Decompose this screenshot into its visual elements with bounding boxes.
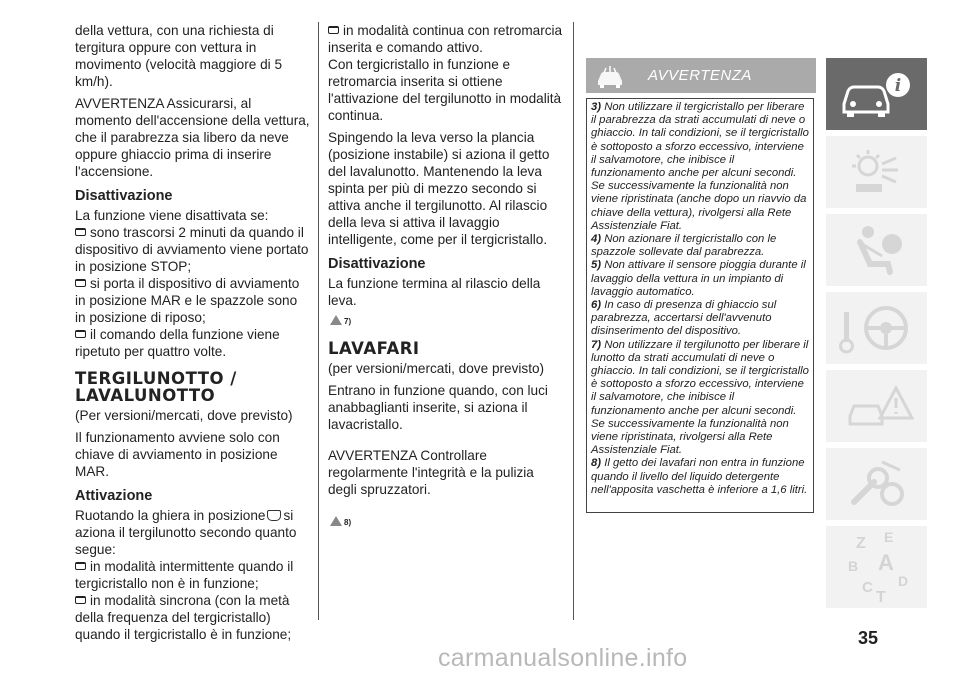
warning-triangle-icon xyxy=(330,516,342,526)
bullet-icon xyxy=(75,228,86,236)
heading-lavafari: LAVAFARI xyxy=(328,339,420,358)
warning-item-text: Non utilizzare il tergicristallo per liberare il parabrezza da strati accumulati di neve o ghiaccio. In tali condizioni, se il tergicristallo è sottoposto a sforzo eccessivo, interviene il salvamotore, che inibisce il funzionamento anche per alcuni secondi. Se successivamente la funzionalità non viene ripristinata (anche dopo un riavvio da chiave della vettura), rivolgersi alla Rete Assistenziale Fiat. xyxy=(591,101,809,232)
warning-item xyxy=(591,339,809,458)
warning-car-icon xyxy=(826,370,927,442)
warning-item-text: Non attivare il sensore pioggia durante il lavaggio della vettura in un impianto di lavaggio automatico. xyxy=(591,259,806,298)
heading-attivazione: Attivazione xyxy=(75,488,153,504)
airbag-seat-icon xyxy=(826,214,927,286)
bullet-text: in modalità continua con retromarcia inserita e comando attivo. xyxy=(328,23,563,55)
warning-item-text: In caso di presenza di ghiaccio sul parabrezza, accertarsi dell'avvenuto disinserimento del dispositivo. xyxy=(591,299,777,338)
index-letter: B xyxy=(848,558,859,574)
warning-box xyxy=(586,58,816,513)
bullet-icon xyxy=(328,26,339,34)
warning-item-number: 4) xyxy=(591,233,602,246)
bullet-text: il comando della funzione viene ripetuto per quattro volte. xyxy=(75,327,280,359)
steering-key-icon xyxy=(826,292,927,364)
warning-item xyxy=(591,259,809,299)
tab-index[interactable] xyxy=(826,526,927,608)
warning-title: AVVERTENZA xyxy=(648,67,752,84)
bullet-text: in modalità intermittente quando il tergicristallo non è in funzione; xyxy=(75,559,294,591)
car-info-icon xyxy=(826,58,927,130)
warning-item-number: 6) xyxy=(591,299,602,312)
warning-item xyxy=(591,101,809,233)
paragraph: AVVERTENZA Controllare regolarmente l'integrità e la pulizia degli spruzzatori. xyxy=(328,448,534,497)
warning-reference xyxy=(330,512,564,531)
paragraph: (Per versioni/mercati, dove previsto) xyxy=(75,408,293,423)
tab-airbag-seat[interactable] xyxy=(826,214,927,286)
tab-steering-key[interactable] xyxy=(826,292,927,364)
paragraph: Il funzionamento avviene solo con chiave di avviamento in posizione MAR. xyxy=(75,430,280,479)
bullet-item xyxy=(75,275,310,326)
index-letter: T xyxy=(876,589,886,606)
warning-item xyxy=(591,457,809,497)
bullet-icon xyxy=(75,279,86,287)
index-letter: C xyxy=(862,579,873,596)
reference-number: 8) xyxy=(344,518,352,527)
bullet-icon xyxy=(75,330,86,338)
warning-item-number: 8) xyxy=(591,457,602,470)
watermark-link[interactable]: carmanualsonline.info xyxy=(438,644,688,672)
column-middle xyxy=(328,22,564,531)
paragraph: AVVERTENZA Assicurarsi, al momento dell'accensione della vettura, che il parabrezza sia libero da neve oppure ghiaccio prima di inserire l'accensione. xyxy=(75,96,310,179)
warning-triangle-icon xyxy=(330,315,342,325)
tab-dashboard-lights[interactable] xyxy=(826,136,927,208)
reference-number: 7) xyxy=(344,317,352,326)
paragraph: La funzione termina al rilascio della leva. xyxy=(328,276,541,308)
warning-item-text: Non utilizzare il tergilunotto per liberare il lunotto da strati accumulati di neve o ghiaccio. In tali condizioni, se il tergicristallo è sottoposto a sforzo eccessivo, interviene il salvamotore, che inibisce il funzionamento anche per alcuni secondi. Se successivamente la funzionalità non viene ripristinata, rivolgersi alla Rete Assistenziale Fiat. xyxy=(591,338,809,457)
index-letter: D xyxy=(898,573,909,589)
warning-item xyxy=(591,299,809,339)
bullet-item xyxy=(75,558,310,592)
svg-text:i: i xyxy=(894,76,902,96)
index-letter: Z xyxy=(856,535,866,552)
paragraph: della vettura, con una richiesta di tergitura oppure con vettura in movimento (velocità maggiore di 5 km/h). xyxy=(75,23,283,89)
warning-item xyxy=(591,233,809,259)
bullet-item xyxy=(75,326,310,360)
tab-warning-car[interactable] xyxy=(826,370,927,442)
rear-wiper-control-icon xyxy=(267,510,281,521)
service-wrench-icon xyxy=(826,448,927,520)
tab-service-wrench[interactable] xyxy=(826,448,927,520)
bullet-text: sono trascorsi 2 minuti da quando il dispositivo di avviamento viene portato in posizione STOP; xyxy=(75,225,309,274)
paragraph-text: Ruotando la ghiera in posizione xyxy=(75,508,266,523)
tab-car-info[interactable] xyxy=(826,58,927,130)
warning-header xyxy=(586,58,816,93)
index-letter: A xyxy=(878,550,894,575)
warning-item-text: Il getto dei lavafari non entra in funzione quando il livello del liquido detergente nell'apposita vaschetta è inferiore a 1,6 litri. xyxy=(591,457,808,496)
warning-item-number: 3) xyxy=(591,101,602,113)
paragraph: Entrano in funzione quando, con luci anabbaglianti inserite, si aziona il lavacristallo. xyxy=(328,383,548,432)
column-left xyxy=(75,22,310,643)
paragraph: (per versioni/mercati, dove previsto) xyxy=(328,361,545,376)
heading-disattivazione: Disattivazione xyxy=(328,256,426,272)
column-divider xyxy=(573,22,574,620)
bullet-icon xyxy=(75,596,86,604)
index-letter: E xyxy=(884,529,894,545)
bullet-item xyxy=(328,22,564,56)
heading-disattivazione: Disattivazione xyxy=(75,188,173,204)
warning-item-number: 7) xyxy=(591,338,602,351)
paragraph-text: si aziona il tergilunotto secondo quanto segue: xyxy=(75,508,297,557)
column-divider xyxy=(318,22,319,620)
heading-tergilunotto: TERGILUNOTTO / LAVALUNOTTO xyxy=(75,369,237,405)
page-number: 35 xyxy=(858,628,879,648)
paragraph: Spingendo la leva verso la plancia (posizione instabile) si aziona il getto del lavalunotto. Mantenendo la leva spinta per più di mezzo secondo si attiva anche il tergilunotto. Al rilascio della leva si attiva il lavaggio intelligente, come per il tergicristallo. xyxy=(328,130,550,247)
warning-item-text: Non azionare il tergicristallo con le spazzole sollevate dal parabrezza. xyxy=(591,233,777,259)
bullet-text: si porta il dispositivo di avviamento in posizione MAR e le spazzole sono in posizione di riposo; xyxy=(75,276,300,325)
paragraph: Con tergicristallo in funzione e retromarcia inserita si ottiene l'attivazione del tergilunotto in modalità continua. xyxy=(328,57,562,123)
dashboard-lights-icon xyxy=(826,136,927,208)
car-warning-icon xyxy=(594,63,628,89)
bullet-text: in modalità sincrona (con la metà della frequenza del tergicristallo) quando il tergicristallo è in funzione; xyxy=(75,593,292,642)
warning-item-number: 5) xyxy=(591,259,602,272)
paragraph: La funzione viene disattivata se: xyxy=(75,208,269,223)
bullet-item xyxy=(75,224,310,275)
bullet-item xyxy=(75,592,310,643)
warning-body xyxy=(586,98,814,513)
bullet-icon xyxy=(75,562,86,570)
warning-reference xyxy=(330,311,564,330)
index-letters-icon xyxy=(826,526,927,608)
paragraph xyxy=(75,507,310,558)
